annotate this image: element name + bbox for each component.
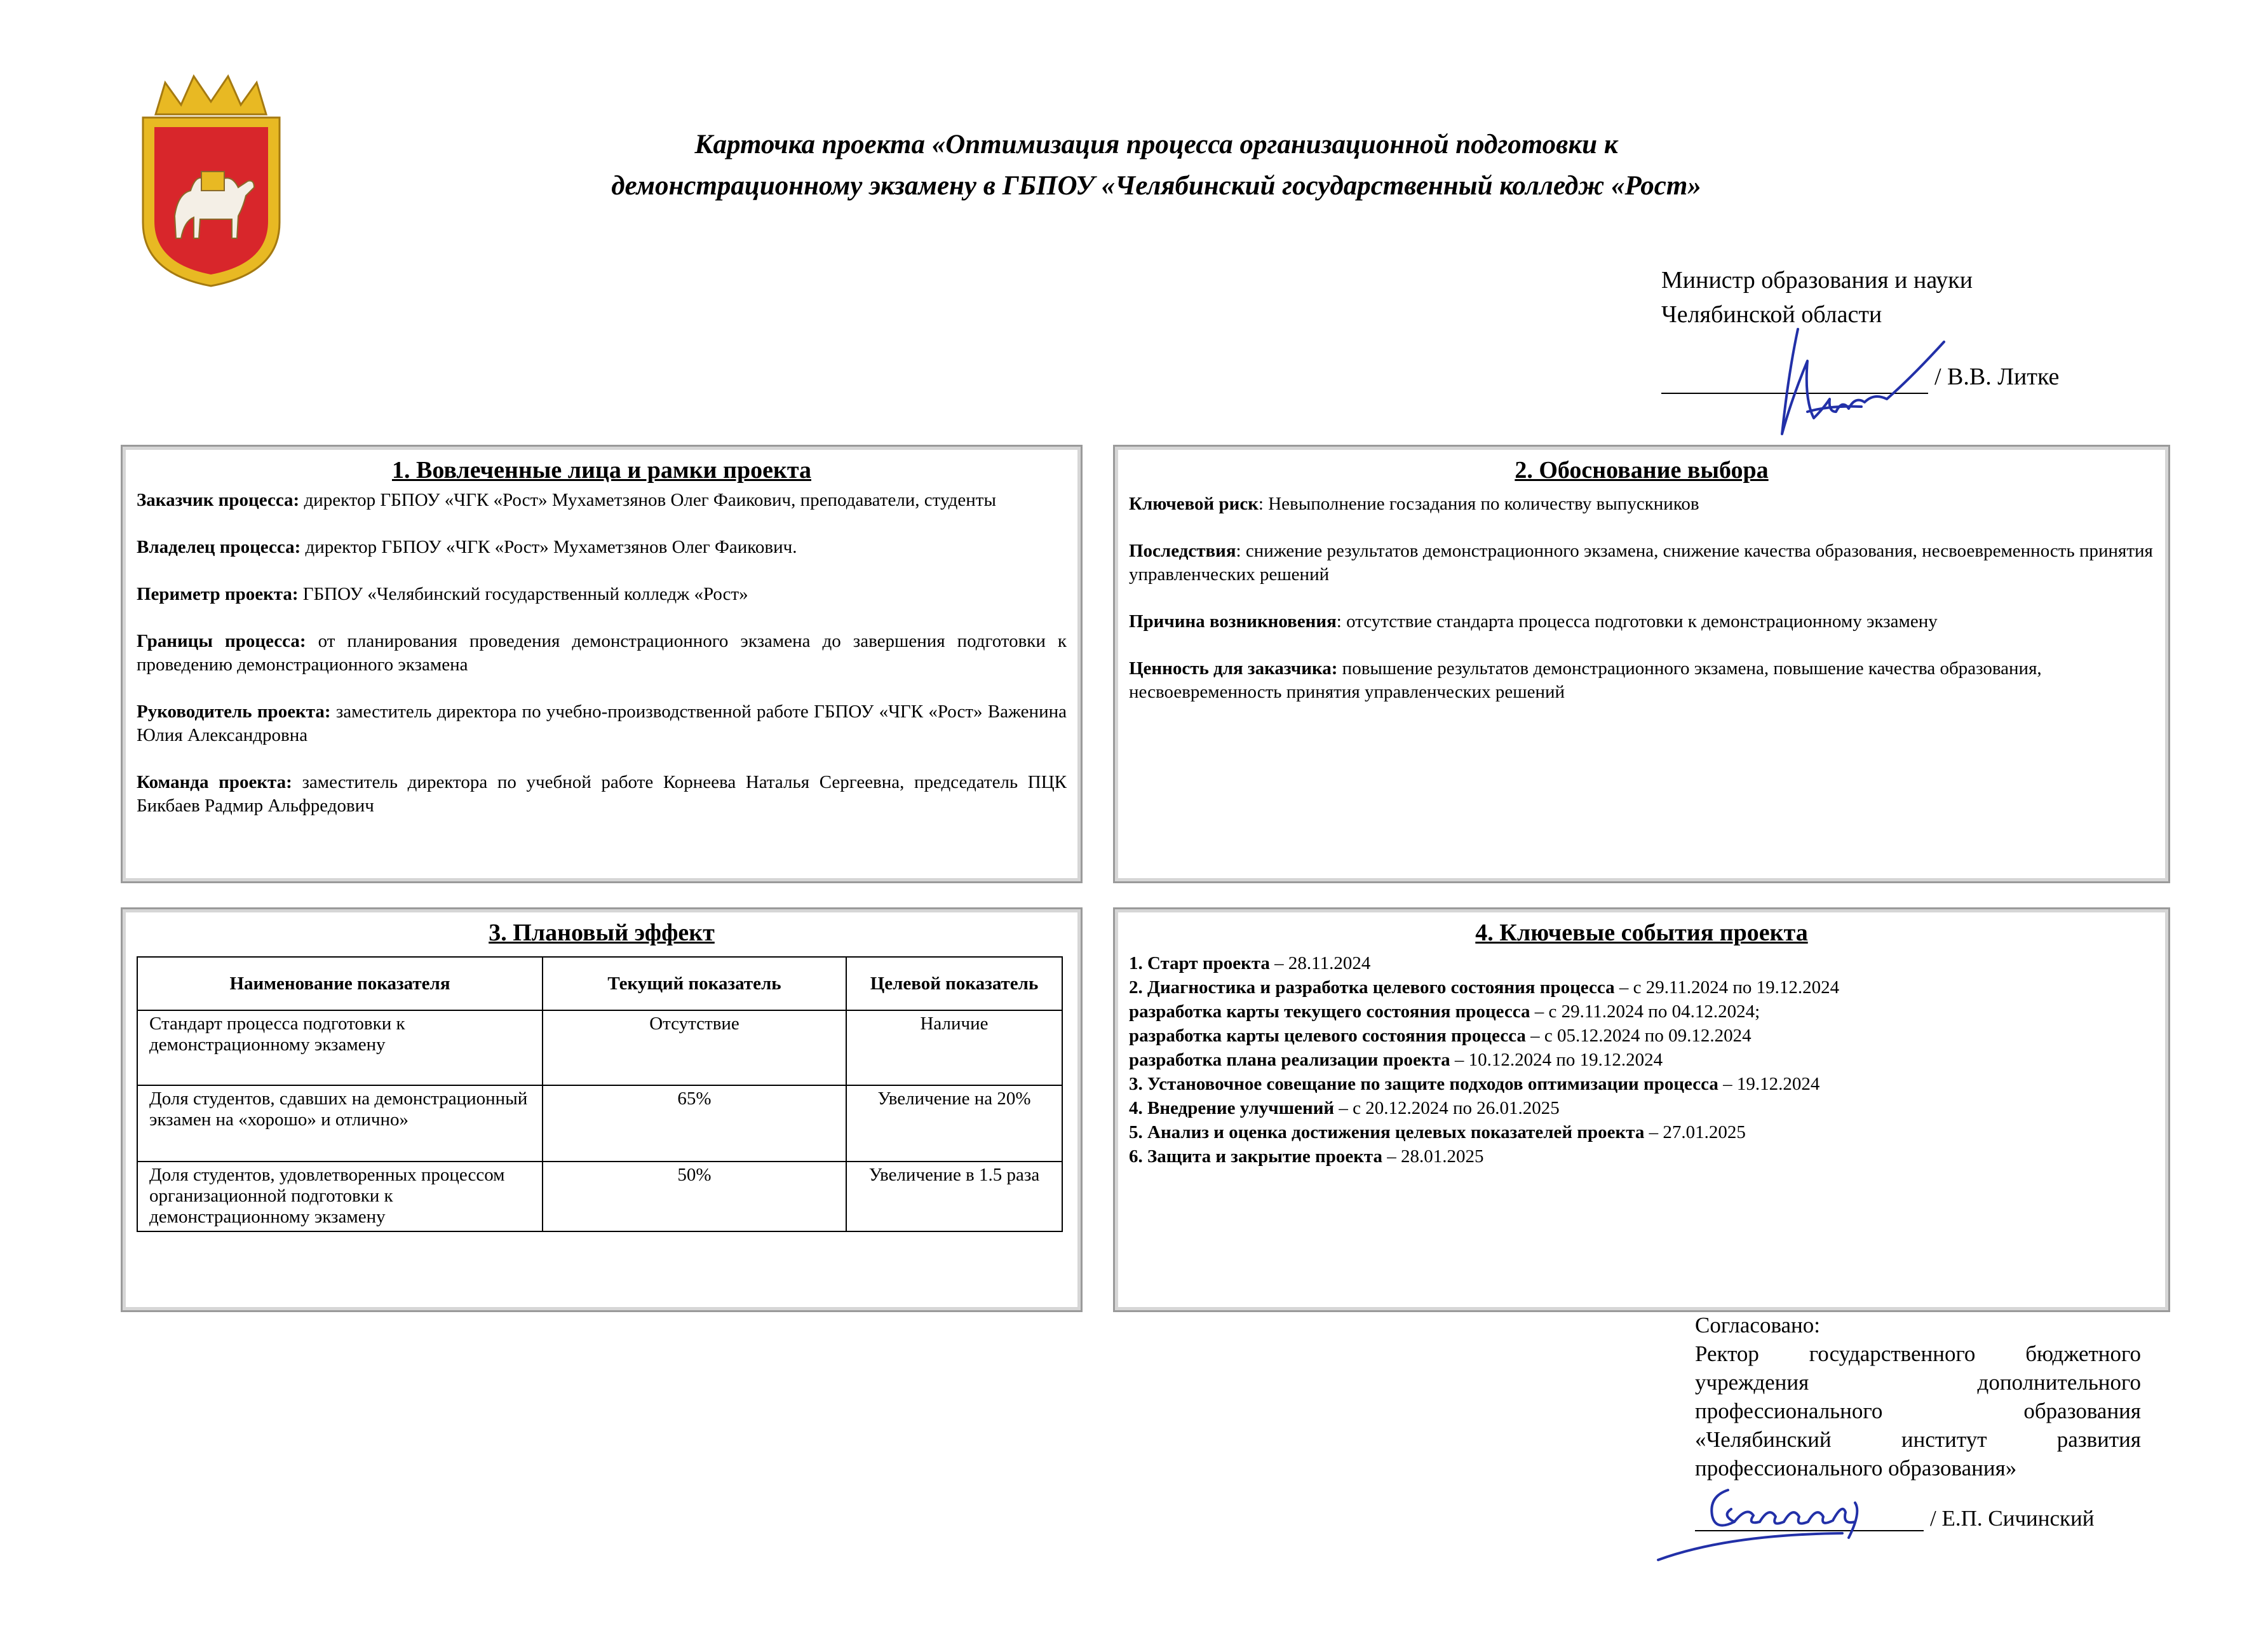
table-cell: 50% — [543, 1162, 846, 1231]
agreer-position-line: профессионального образования — [1695, 1399, 2141, 1423]
p1-item-customer: Заказчик процесса: директор ГБПОУ «ЧГК «Рост» Мухаметзянов Олег Фаикович, преподаватели, студенты — [137, 490, 996, 510]
panel-planned-effect — [121, 907, 1083, 1312]
title-line-1: Карточка проекта «Оптимизация процесса организационной подготовки к — [694, 130, 1618, 159]
panel-justification — [1113, 445, 2170, 883]
p1-item-perimeter: Периметр проекта: ГБПОУ «Челябинский государственный колледж «Рост» — [137, 584, 748, 604]
p1-item-leader: Руководитель проекта: заместитель директора по учебно-производственной работе ГБПОУ «ЧГК «Рост» Важенина Юлия Александровна — [137, 701, 1067, 745]
table-cell: Увеличение в 1.5 раза — [846, 1162, 1062, 1231]
title-line-2: демонстрационному экзамену в ГБПОУ «Челябинский государственный колледж «Рост» — [611, 171, 1701, 201]
approver-position-line-1: Министр образования и науки — [1661, 267, 1973, 294]
list-item: 2. Диагностика и разработка целевого состояния процесса – с 29.11.2024 по 19.12.2024 — [1129, 977, 1840, 998]
table-cell: 65% — [543, 1085, 846, 1162]
list-item: разработка карты целевого состояния процесса – с 05.12.2024 по 09.12.2024 — [1129, 1026, 1752, 1046]
p2-item-consequences: Последствия: снижение результатов демонстрационного экзамена, снижение качества образования, несвоевременность принятия управленческих решений — [1129, 541, 2153, 585]
p2-item-cause: Причина возникновения: отсутствие стандарта процесса подготовки к демонстрационному экзамену — [1129, 611, 1938, 632]
panel-stakeholders — [121, 445, 1083, 883]
table-cell: Доля студентов, сдавших на демонстрационный экзамен на «хорошо» и отлично» — [137, 1085, 543, 1162]
effect-table — [137, 956, 1063, 1232]
list-item: 6. Защита и закрытие проекта – 28.01.2025 — [1129, 1146, 1484, 1167]
p1-item-owner: Владелец процесса: директор ГБПОУ «ЧГК «Рост» Мухаметзянов Олег Фаикович. — [137, 537, 797, 557]
p2-item-value: Ценность для заказчика: повышение результатов демонстрационного экзамена, повышение качества образования, несвоевременность принятия управленческих решений — [1129, 658, 2042, 702]
handwritten-signature-top — [1753, 323, 1957, 444]
list-item: разработка плана реализации проекта – 10.12.2024 по 19.12.2024 — [1129, 1050, 1663, 1070]
agreer-name: / Е.П. Сичинский — [1930, 1506, 2095, 1531]
table-row — [137, 1010, 1062, 1085]
handwritten-signature-bottom — [1652, 1477, 1893, 1566]
table-cell: Увеличение на 20% — [846, 1085, 1062, 1162]
list-item: 3. Установочное совещание по защите подходов оптимизации процесса – 19.12.2024 — [1129, 1074, 1820, 1094]
agreer-position-line: профессионального образования» — [1695, 1456, 2017, 1481]
table-header-indicator: Наименование показателя — [137, 957, 543, 1010]
coat-of-arms-emblem — [130, 70, 292, 289]
approval-block-bottom — [1695, 1311, 2141, 1482]
table-header-target: Целевой показатель — [846, 957, 1062, 1010]
table-cell: Отсутствие — [543, 1010, 846, 1085]
list-item: разработка карты текущего состояния процесса – с 29.11.2024 по 04.12.2024; — [1129, 1001, 1760, 1022]
panel-2-title: 2. Обоснование выбора — [1515, 457, 1769, 484]
table-cell: Наличие — [846, 1010, 1062, 1085]
approver-position-line-2: Челябинской области — [1661, 301, 1882, 328]
table-cell: Стандарт процесса подготовки к демонстрационному экзамену — [137, 1010, 543, 1085]
approver-name: / В.В. Литке — [1934, 363, 2060, 390]
list-item: 5. Анализ и оценка достижения целевых показателей проекта – 27.01.2025 — [1129, 1122, 1746, 1142]
agreed-label: Согласовано: — [1695, 1313, 1821, 1338]
panel-1-title: 1. Вовлеченные лица и рамки проекта — [391, 457, 811, 484]
p1-item-team: Команда проекта: заместитель директора по учебной работе Корнеева Наталья Сергеевна, председатель ПЦК Бикбаев Радмир Альфредович — [137, 772, 1067, 816]
panel-key-events — [1113, 907, 2170, 1312]
list-item: 4. Внедрение улучшений – с 20.12.2024 по 26.01.2025 — [1129, 1098, 1560, 1118]
table-row — [137, 1085, 1062, 1162]
agreer-position-line: учреждения дополнительного — [1695, 1370, 2141, 1395]
table-row — [137, 1162, 1062, 1231]
p2-item-risk: Ключевой риск: Невыполнение госзадания по количеству выпускников — [1129, 494, 1699, 514]
panel-3-title: 3. Плановый эффект — [489, 919, 715, 946]
panel-4-title: 4. Ключевые события проекта — [1475, 919, 1808, 946]
events-list — [1129, 951, 2154, 1169]
agreer-position-line: «Челябинский институт развития — [1695, 1427, 2141, 1452]
table-header-current: Текущий показатель — [543, 957, 846, 1010]
list-item: 1. Старт проекта – 28.11.2024 — [1129, 953, 1371, 973]
p1-item-boundaries: Границы процесса: от планирования проведения демонстрационного экзамена до завершения подготовки к проведению демонстрационного экзамена — [137, 631, 1067, 675]
document-title — [546, 124, 1766, 207]
table-cell: Доля студентов, удовлетворенных процессом организационной подготовки к демонстрационному экзамену — [137, 1162, 543, 1231]
agreer-position-line: Ректор государственного бюджетного — [1695, 1341, 2141, 1366]
